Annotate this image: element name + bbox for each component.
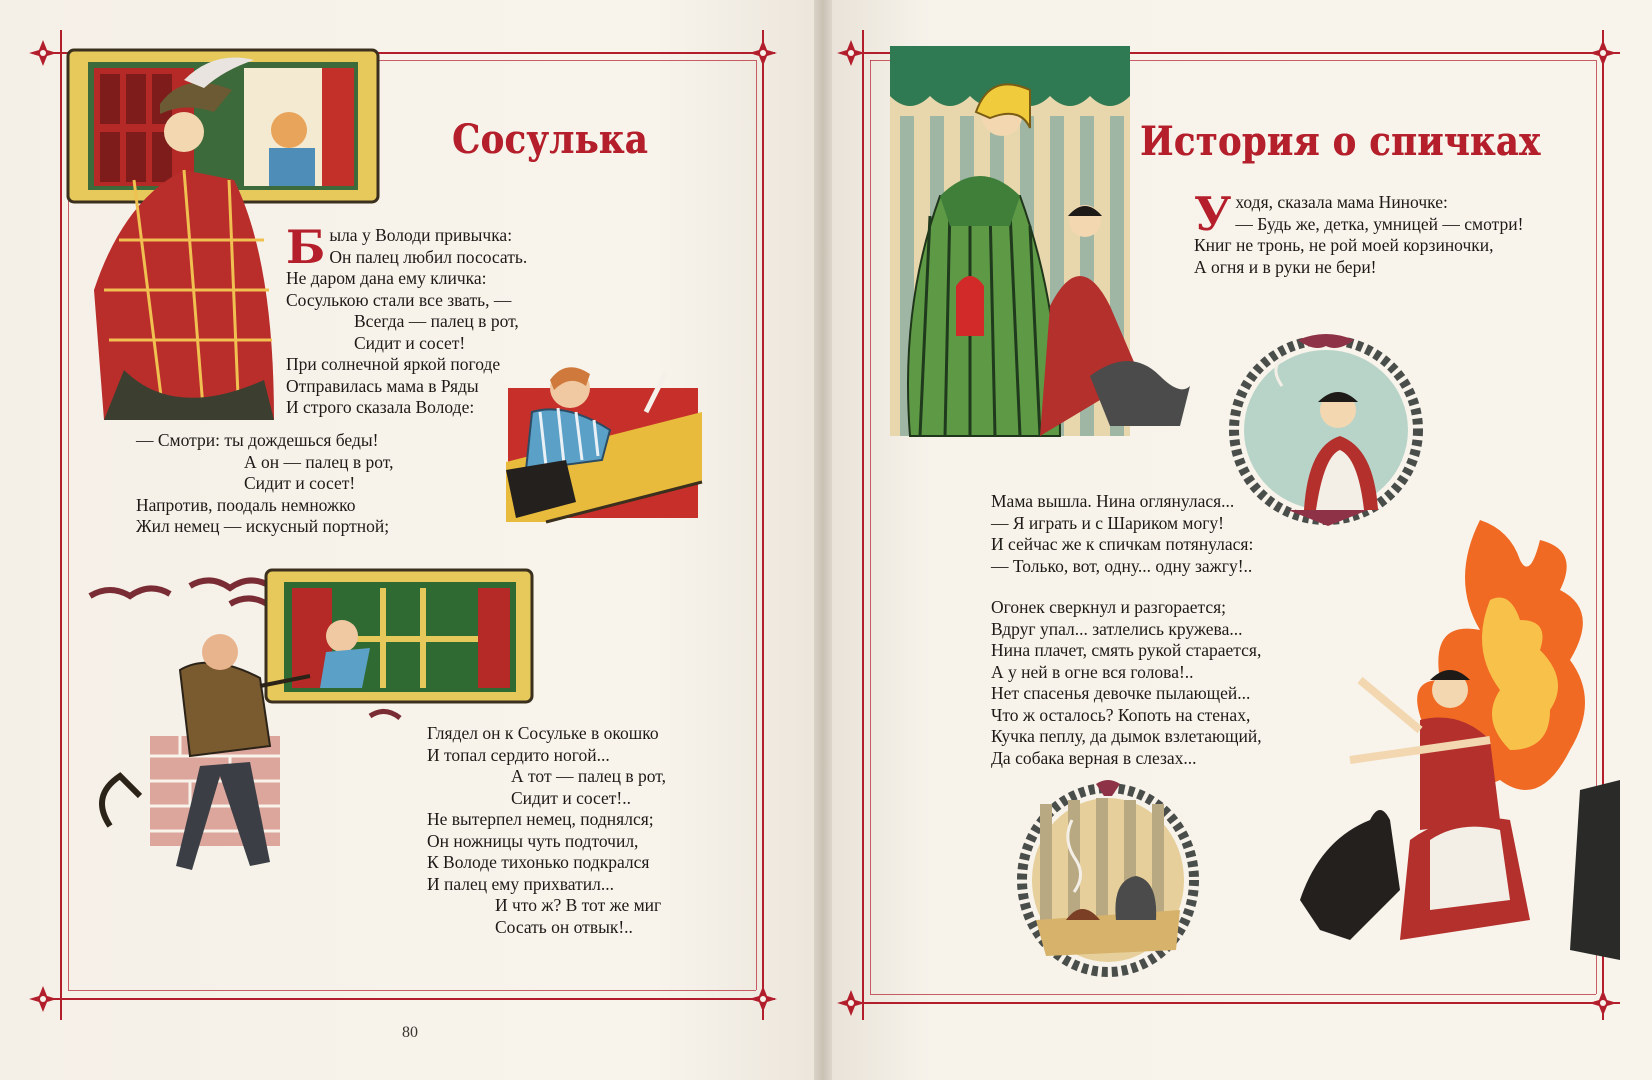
verse-line: Он палец любил пососать. xyxy=(329,246,528,267)
frame-inner-bottom xyxy=(68,990,756,991)
stanza-2 xyxy=(991,491,1253,577)
boy-at-desk-illustration xyxy=(506,352,702,524)
verse-line: И что ж? В тот же миг xyxy=(495,895,662,915)
girl-match-medallion-illustration xyxy=(1228,326,1424,526)
left-page xyxy=(0,0,814,1080)
verse-line: Всегда — палец в рот, xyxy=(354,311,519,331)
verse-line: Сидит и сосет! xyxy=(354,332,466,353)
mother-girl-dog-illustration xyxy=(890,46,1190,460)
stanza-1 xyxy=(1194,187,1524,278)
poem-title: История о спичках xyxy=(1140,118,1541,165)
verse-line: — Только, вот, одну... одну зажгу!.. xyxy=(991,555,1253,576)
verse-line: И строго сказала Володе: xyxy=(286,397,475,417)
stanza-3 xyxy=(991,597,1262,769)
corner-ornament-icon xyxy=(746,982,780,1016)
verse-line: И топал сердито ногой... xyxy=(427,744,610,765)
verse-line: Книг не тронь, не рой моей корзиночки, xyxy=(1194,235,1494,255)
stanza-1 xyxy=(286,220,528,419)
verse-line: Сосулькою стали все звать, — xyxy=(286,289,512,310)
right-page xyxy=(832,0,1652,1080)
stanza-2 xyxy=(136,430,394,538)
frame-inner-bottom xyxy=(870,994,1596,995)
dropcap: Б xyxy=(286,220,326,274)
verse-line: — Смотри: ты дождешься беды! xyxy=(136,430,379,450)
page-number: 80 xyxy=(402,1024,418,1041)
verse-line: Вдруг упал... затлелись кружева... xyxy=(991,618,1243,639)
stanza-3 xyxy=(427,723,666,938)
verse-line: Жил немец — искусный портной; xyxy=(136,516,390,536)
verse-line: Он ножницы чуть подточил, xyxy=(427,830,639,851)
verse-line: Огонек сверкнул и разгорается; xyxy=(991,597,1227,617)
corner-ornament-icon xyxy=(26,982,60,1016)
verse-line: ходя, сказала мама Ниночке: xyxy=(1235,192,1448,212)
verse-line: — Я играть и с Шариком могу! xyxy=(991,512,1225,533)
burning-girl-illustration xyxy=(1280,520,1620,970)
verse-line: Глядел он к Сосульке в окошко xyxy=(427,723,659,743)
corner-ornament-icon xyxy=(1586,36,1620,70)
verse-line: И палец ему прихватил... xyxy=(427,873,614,894)
corner-ornament-icon xyxy=(834,36,868,70)
book-gutter xyxy=(814,0,832,1080)
verse-line: ыла у Володи привычка: xyxy=(329,225,513,245)
verse-line: При солнечной яркой погоде xyxy=(286,354,501,374)
verse-line: А огня и в руки не бери! xyxy=(1194,256,1377,277)
verse-line: А тот — палец в рот, xyxy=(511,766,666,786)
poem-title: Сосулька xyxy=(452,116,648,163)
corner-ornament-icon xyxy=(1586,986,1620,1020)
frame-left-line xyxy=(862,30,864,1020)
frame-right-line xyxy=(762,30,764,1020)
corner-ornament-icon xyxy=(834,986,868,1020)
verse-line: Сидит и сосет!.. xyxy=(511,787,631,808)
corner-ornament-icon xyxy=(26,36,60,70)
verse-line: Отправилась мама в Ряды xyxy=(286,375,479,396)
verse-line: А он — палец в рот, xyxy=(244,451,394,472)
verse-line: Мама вышла. Нина оглянулася... xyxy=(991,491,1235,511)
dog-ashes-medallion-illustration xyxy=(1016,780,1200,980)
frame-bottom-line xyxy=(850,1002,1620,1004)
verse-line: Нет спасенья девочке пылающей... xyxy=(991,683,1251,703)
frame-left-line xyxy=(60,30,62,1020)
verse-line: Не даром дана ему кличка: xyxy=(286,268,487,288)
verse-line: Сосать он отвык!.. xyxy=(495,916,633,937)
verse-line: Да собака верная в слезах... xyxy=(991,747,1197,768)
frame-inner-left xyxy=(870,60,871,994)
verse-line: Сидит и сосет! xyxy=(244,473,356,493)
corner-ornament-icon xyxy=(746,36,780,70)
verse-line: — Будь же, детка, умницей — смотри! xyxy=(1235,213,1524,234)
verse-line: А у ней в огне вся голова!.. xyxy=(991,661,1194,682)
verse-line: Кучка пеплу, да дымок взлетающий, xyxy=(991,726,1262,746)
frame-inner-right xyxy=(756,60,757,990)
verse-line: И сейчас же к спичкам потянулася: xyxy=(991,534,1254,554)
verse-line: Напротив, поодаль немножко xyxy=(136,494,356,515)
verse-line: Что ж осталось? Копоть на стенах, xyxy=(991,704,1251,725)
verse-line: К Володе тихонько подкрался xyxy=(427,852,650,872)
dropcap: У xyxy=(1194,187,1232,241)
verse-line: Нина плачет, смять рукой старается, xyxy=(991,640,1262,660)
frame-bottom-line xyxy=(40,998,775,1000)
verse-line: Не вытерпел немец, поднялся; xyxy=(427,809,654,829)
